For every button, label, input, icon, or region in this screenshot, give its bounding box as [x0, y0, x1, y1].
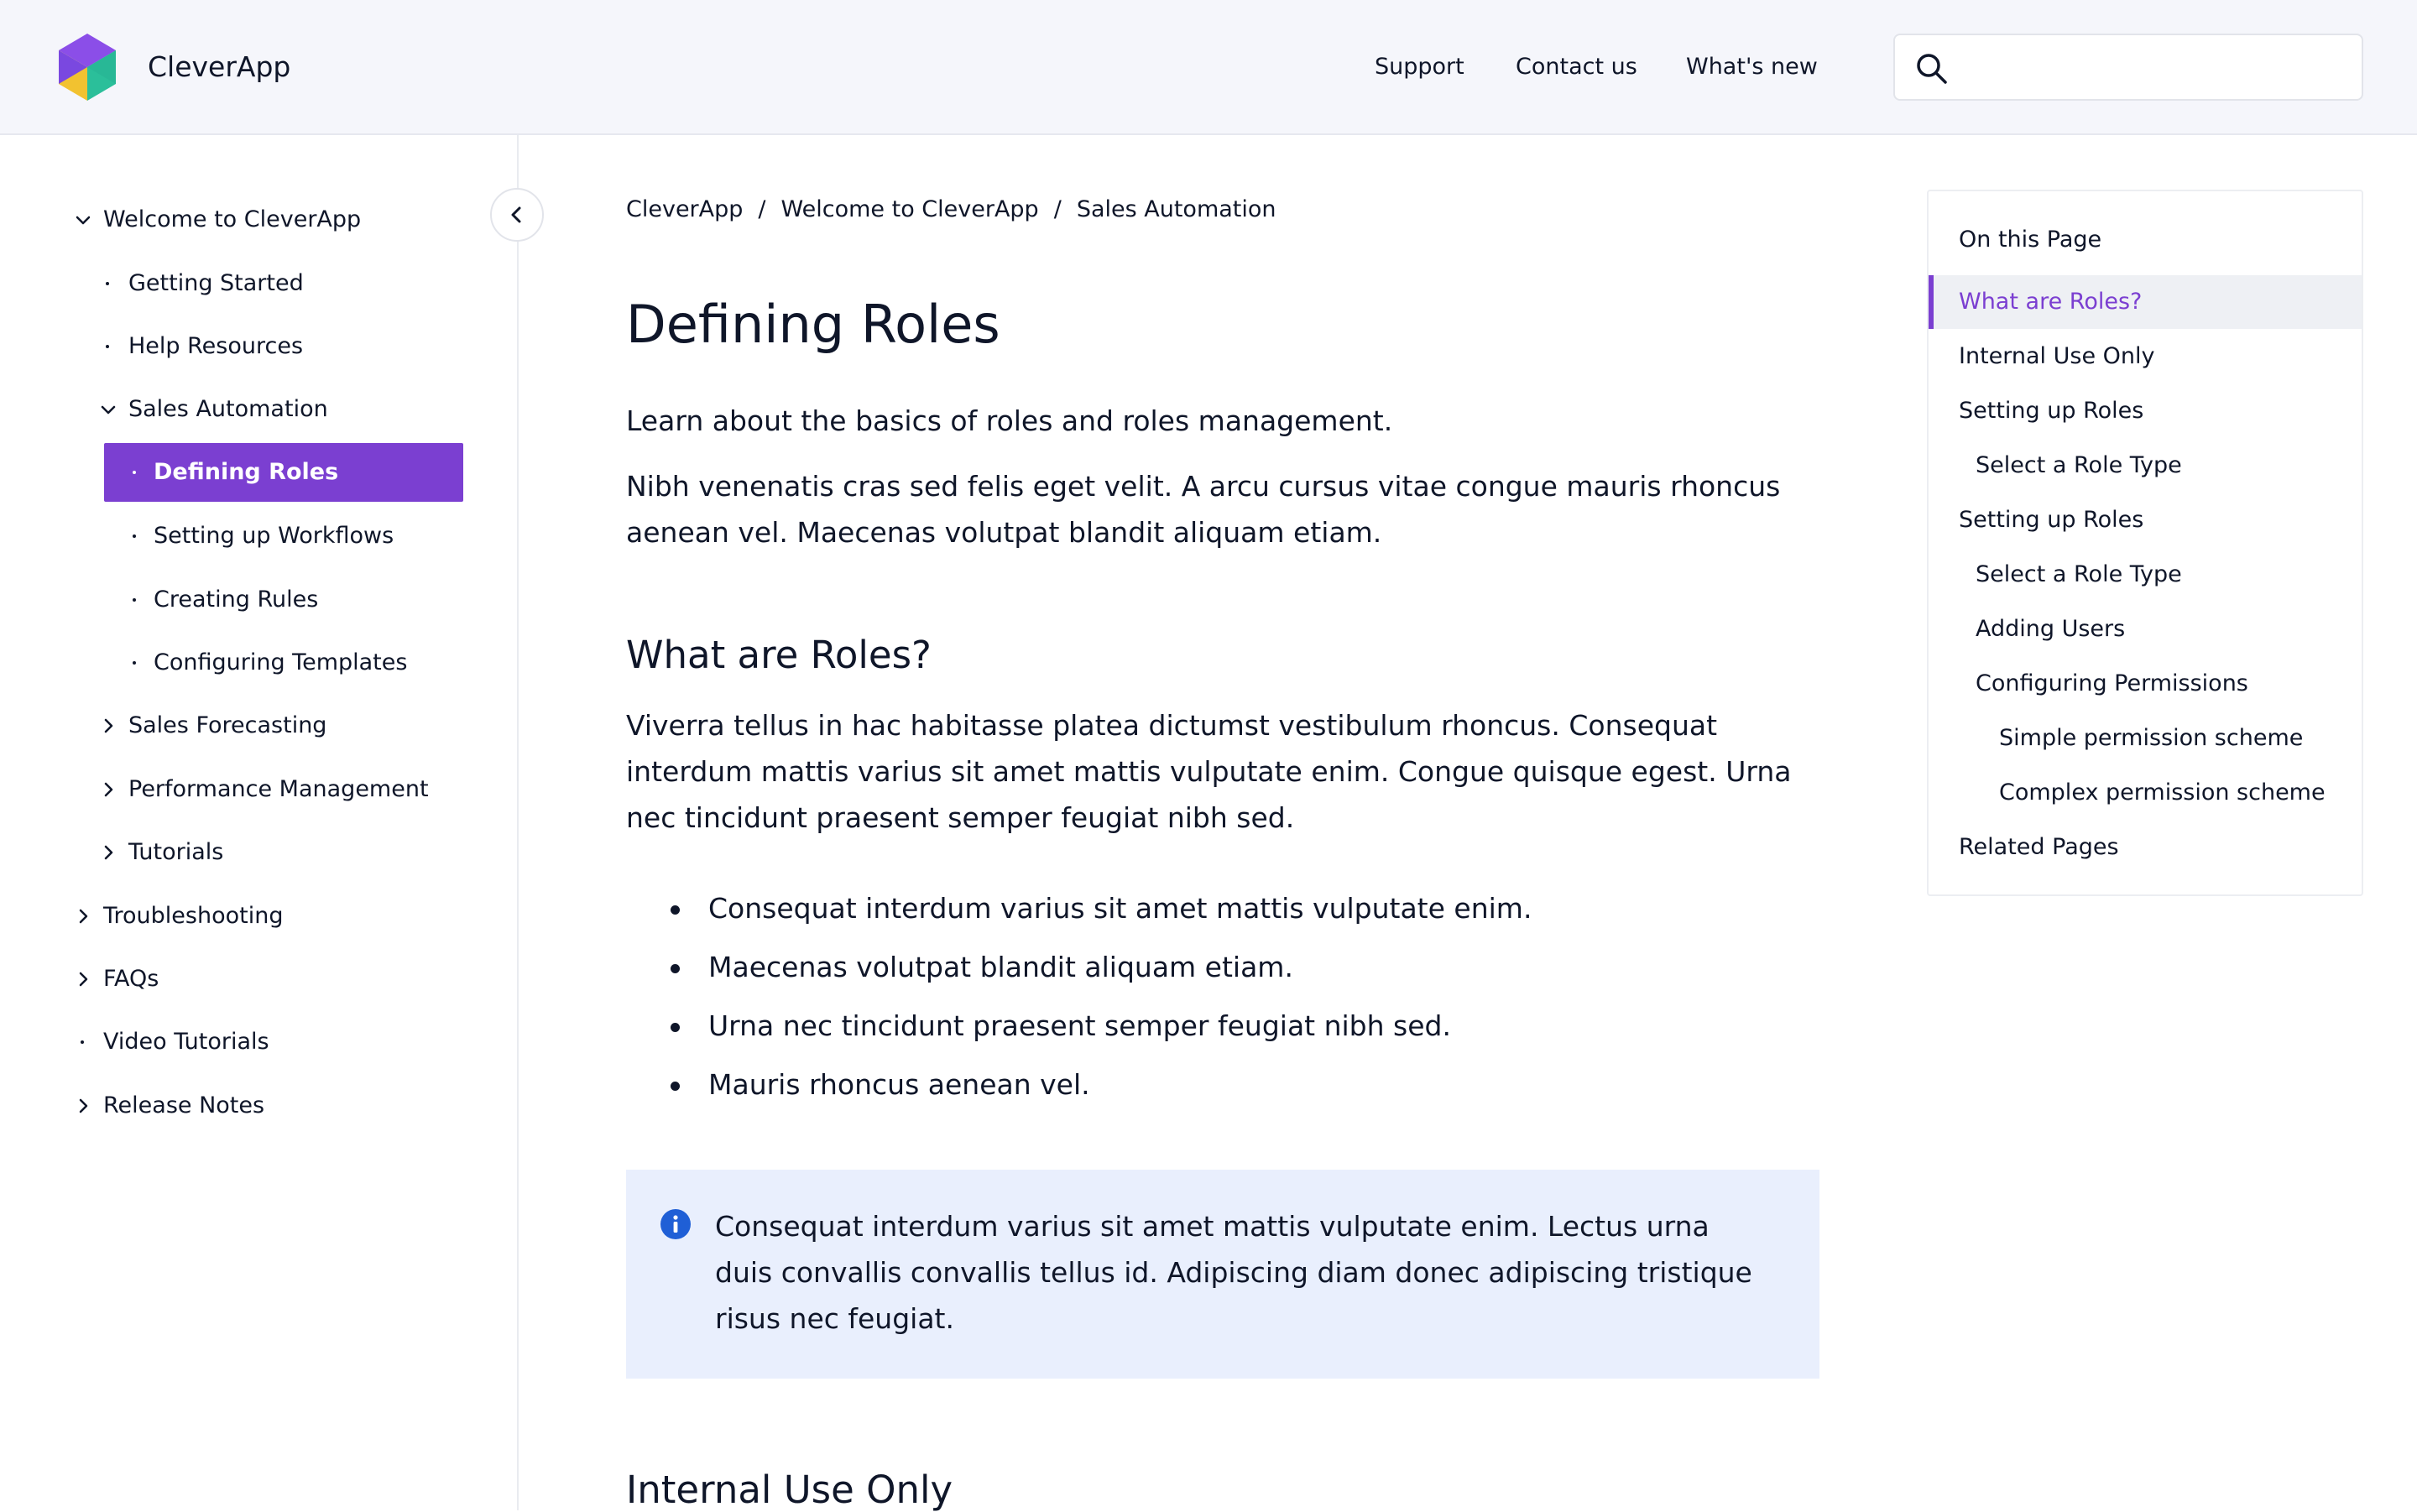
toc-link-related-pages[interactable] [1929, 821, 2362, 874]
toc-link-label: What are Roles? [1959, 289, 2143, 315]
toc-link-internal-use-only[interactable] [1929, 330, 2362, 383]
chevron-right-icon [74, 970, 92, 988]
toc-title: On this Page [1959, 227, 2102, 253]
chevron-left-icon [508, 206, 526, 224]
toc-link-complex-permission-scheme[interactable] [1929, 766, 2362, 820]
intro-paragraph: Nibh venenatis cras sed felis eget velit. A arcu cursus vitae congue mauris rhoncus aenean vel. Maecenas volutpat blandit aliquam etiam. [626, 470, 1781, 549]
top-bar [0, 0, 2417, 135]
toc-link-label: Setting up Roles [1959, 507, 2144, 533]
sidebar-item-help-resources[interactable] [92, 317, 462, 376]
sidebar-item-label: Troubleshooting [103, 903, 284, 929]
sidebar-item-troubleshooting[interactable] [67, 887, 470, 946]
info-callout [626, 1170, 1819, 1379]
sidebar-item-defining-roles[interactable] [104, 443, 463, 502]
section-heading-internal-use-only: Internal Use Only [626, 1468, 953, 1512]
sidebar-item-label: Video Tutorials [103, 1029, 269, 1055]
list-item: Urna nec tincidunt praesent semper feugiat nibh sed. [626, 1005, 1801, 1064]
toc-link-configuring-permissions[interactable] [1929, 657, 2362, 711]
nav-link-contact-us[interactable]: Contact us [1516, 54, 1637, 80]
sidebar-item-label: Tutorials [128, 839, 224, 865]
toc-link-label: Select a Role Type [1976, 561, 2182, 587]
sidebar-item-label: Defining Roles [154, 459, 339, 485]
bullet-dot-icon [133, 661, 136, 665]
toc-link-setting-up-roles-2[interactable] [1929, 493, 2362, 547]
sidebar-item-label: Configuring Templates [154, 649, 408, 675]
search-icon [1915, 52, 1949, 86]
list-item: Maecenas volutpat blandit aliquam etiam. [626, 946, 1801, 1005]
sidebar-item-video-tutorials[interactable] [67, 1013, 470, 1071]
chevron-right-icon [74, 1097, 92, 1115]
callout-text: Consequat interdum varius sit amet mattis vulputate enim. Lectus urna duis convallis convallis tellus id. Adipiscing diam donec adipiscing tristique risus nec feugiat. [715, 1210, 1752, 1335]
bullet-dot-icon [106, 345, 109, 348]
search-input[interactable] [1962, 47, 2348, 89]
info-icon [660, 1208, 692, 1240]
bullet-dot-icon [81, 1040, 84, 1044]
section-heading-what-are-roles: What are Roles? [626, 633, 932, 677]
breadcrumb-separator: / [1053, 196, 1062, 222]
sidebar-item-sales-forecasting[interactable] [92, 696, 462, 755]
sidebar-item-welcome-to-cleverapp[interactable] [67, 190, 470, 249]
sidebar-item-getting-started[interactable] [92, 254, 462, 313]
sidebar-item-setting-up-workflows[interactable] [104, 507, 463, 566]
toc-link-simple-permission-scheme[interactable] [1929, 712, 2362, 765]
toc-link-label: Internal Use Only [1959, 343, 2155, 369]
chevron-down-icon [99, 400, 117, 419]
breadcrumb [626, 196, 1276, 222]
sidebar-item-label: Sales Automation [128, 396, 328, 422]
list-item: Consequat interdum varius sit amet mattis vulputate enim. [626, 888, 1801, 946]
bullet-dot-icon [133, 471, 136, 474]
chevron-right-icon [99, 717, 117, 735]
toc-link-label: Configuring Permissions [1976, 670, 2248, 696]
bullet-dot-icon [133, 598, 136, 602]
bullet-list [626, 888, 1801, 1123]
sidebar-item-configuring-templates[interactable] [104, 633, 463, 692]
cleverapp-logo-icon[interactable] [57, 34, 117, 101]
sidebar-item-label: Getting Started [128, 270, 304, 296]
sidebar-item-label: Performance Management [128, 776, 429, 802]
sidebar-item-label: Setting up Workflows [154, 523, 394, 549]
toc-link-select-a-role-type[interactable] [1929, 439, 2362, 493]
nav-link-support[interactable]: Support [1375, 54, 1464, 80]
sidebar-item-label: Release Notes [103, 1092, 265, 1118]
bullet-dot-icon [133, 534, 136, 538]
sidebar-item-creating-rules[interactable] [104, 571, 463, 629]
toc-link-what-are-roles[interactable] [1929, 275, 2362, 329]
breadcrumb-link-cleverapp[interactable]: CleverApp [626, 196, 744, 222]
sidebar-item-release-notes[interactable] [67, 1077, 470, 1135]
sidebar-item-faqs[interactable] [67, 950, 470, 1009]
section-paragraph: Viverra tellus in hac habitasse platea dictumst vestibulum rhoncus. Consequat interdum mattis varius sit amet mattis vulputate enim. Congue quisque egest. Urna nec tincidunt praesent semper feugiat nibh sed. [626, 709, 1792, 834]
nav-link-whats-new[interactable]: What's new [1686, 54, 1818, 80]
on-this-page-panel [1927, 190, 2363, 896]
sidebar-item-label: FAQs [103, 966, 159, 992]
toc-link-label: Complex permission scheme [1999, 779, 2326, 806]
sidebar-item-sales-automation[interactable] [92, 380, 462, 439]
toc-link-label: Setting up Roles [1959, 398, 2144, 424]
list-item: Mauris rhoncus aenean vel. [626, 1064, 1801, 1123]
bullet-dot-icon [106, 282, 109, 285]
breadcrumb-separator: / [758, 196, 766, 222]
toc-link-label: Adding Users [1976, 616, 2126, 642]
sidebar-item-tutorials[interactable] [92, 823, 462, 882]
sidebar-item-label: Sales Forecasting [128, 712, 327, 738]
chevron-down-icon [74, 211, 92, 229]
sidebar-item-label: Creating Rules [154, 587, 319, 613]
collapse-sidebar-button[interactable] [490, 188, 544, 242]
toc-link-label: Simple permission scheme [1999, 725, 2304, 751]
sidebar-item-label: Welcome to CleverApp [103, 206, 362, 232]
toc-link-select-a-role-type-2[interactable] [1929, 548, 2362, 602]
lead-paragraph: Learn about the basics of roles and roles management. [626, 404, 1393, 437]
chevron-right-icon [74, 907, 92, 925]
chevron-right-icon [99, 780, 117, 799]
page-title: Defining Roles [626, 294, 1000, 355]
sidebar-item-performance-management[interactable] [92, 760, 462, 819]
toc-link-adding-users[interactable] [1929, 602, 2362, 656]
search-box[interactable] [1893, 34, 2363, 101]
breadcrumb-link-sales-automation[interactable]: Sales Automation [1076, 196, 1276, 222]
toc-link-label: Select a Role Type [1976, 452, 2182, 478]
brand-name[interactable]: CleverApp [148, 50, 291, 83]
toc-link-setting-up-roles[interactable] [1929, 384, 2362, 438]
breadcrumb-link-welcome[interactable]: Welcome to CleverApp [780, 196, 1039, 222]
sidebar-item-label: Help Resources [128, 333, 304, 359]
toc-link-label: Related Pages [1959, 834, 2119, 860]
chevron-right-icon [99, 843, 117, 862]
